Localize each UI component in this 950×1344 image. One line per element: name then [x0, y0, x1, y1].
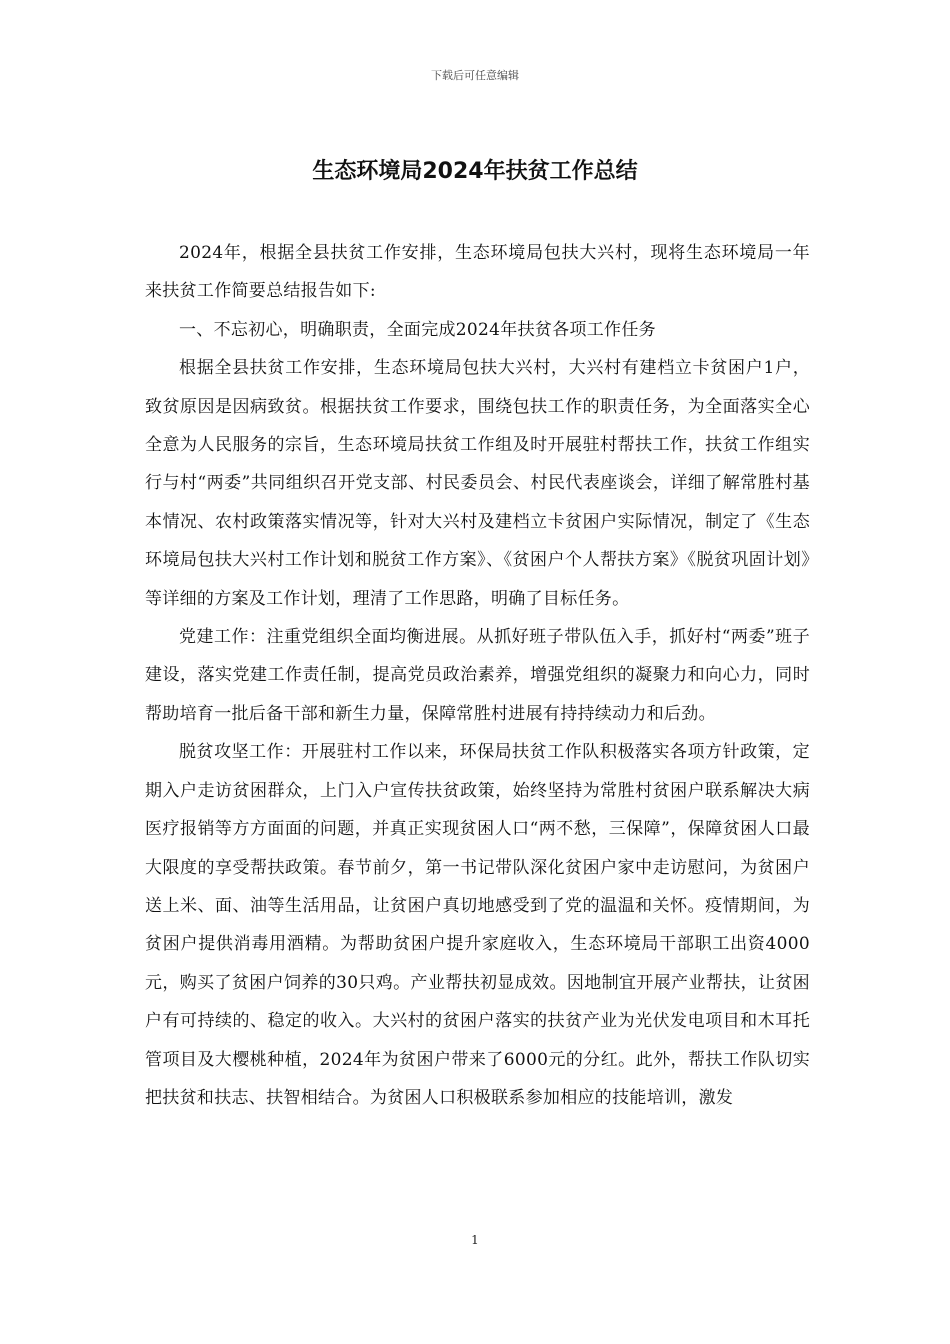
header-note: 下载后可任意编辑 [431, 69, 519, 82]
section-heading: 一、不忘初心，明确职责，全面完成2024年扶贫各项工作任务 [179, 319, 656, 340]
paragraph-poverty-alleviation: 脱贫攻坚工作：开展驻村工作以来，环保局扶贫工作队积极落实各项方针政策，定期入户走访贫困群众，上门入户宣传扶贫政策，始终坚持为常胜村贫困户联系解决大病医疗报销等方方面面的问题，并真正实现贫困人口“两不愁，三保障”，保障贫困人口最大限度的享受帮扶政策。春节前夕，第一书记带队深化贫困户家中走访慰问，为贫困户送上米、面、油等生活用品，让贫困户真切地感受到了党的温温和关怀。疫情期间，为贫困户提供消毒用酒精。为帮助贫困户提升家庭收入，生态环境局干部职工出资4000元，购买了贫困户饲养的30只鸡。产业帮扶初显成效。因地制宜开展产业帮扶，让贫困户有可持续的、稳定的收入。大兴村的贫困户落实的扶贫产业为光伏发电项目和木耳托管项目及大樱桃种植，2024年为贫困户带来了6000元的分红。此外，帮扶工作队切实把扶贫和扶志、扶智相结合。为贫困人口积极联系参加相应的技能培训，激发 [145, 742, 810, 1108]
paragraph-background: 根据全县扶贫工作安排，生态环境局包扶大兴村，大兴村有建档立卡贫困户1户，致贫原因是因病致贫。根据扶贫工作要求，围绕包扶工作的职责任务，为全面落实全心全意为人民服务的宗旨，生态环境局扶贫工作组及时开展驻村帮扶工作，扶贫工作组实行与村“两委”共同组织召开党支部、村民委员会、村民代表座谈会，详细了解常胜村基本情况、农村政策落实情况等，针对大兴村及建档立卡贫困户实际情况，制定了《生态环境局包扶大兴村工作计划和脱贫工作方案》、《贫困户个人帮扶方案》《脱贫巩固计划》等详细的方案及工作计划，理清了工作思路，明确了目标任务。 [145, 358, 810, 609]
document-body [145, 234, 810, 1117]
paragraph-intro: 2024年，根据全县扶贫工作安排，生态环境局包扶大兴村，现将生态环境局一年来扶贫工作简要总结报告如下: [145, 243, 810, 302]
page-number: 1 [471, 1233, 479, 1247]
document-title: 生态环境局2024年扶贫工作总结 [312, 159, 638, 184]
paragraph-party-building: 党建工作：注重党组织全面均衡进展。从抓好班子带队伍入手，抓好村“两委”班子建设，落实党建工作责任制，提高党员政治素养，增强党组织的凝聚力和向心力，同时帮助培育一批后备干部和新生力量，保障常胜村进展有持持续动力和后劲。 [145, 627, 810, 724]
